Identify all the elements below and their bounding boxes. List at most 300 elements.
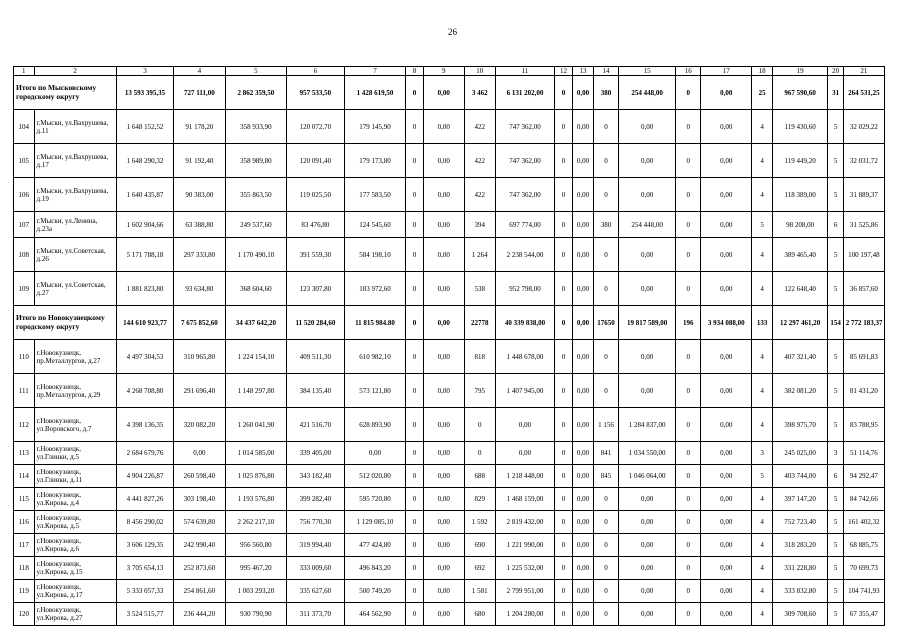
- table-cell: 0,00: [618, 488, 676, 511]
- table-cell: 0,00: [572, 511, 594, 534]
- table-cell: 3 705 654,13: [116, 557, 174, 580]
- table-cell: 2 684 679,76: [116, 442, 174, 465]
- table-cell: 389 465,40: [772, 238, 827, 272]
- table-cell: 0: [555, 272, 572, 306]
- table-cell: 0: [406, 465, 423, 488]
- table-cell: 0: [555, 144, 572, 178]
- table-cell: 36 857,60: [843, 272, 884, 306]
- table-cell: 297 333,80: [174, 238, 225, 272]
- header-cell: 2: [34, 67, 116, 76]
- table-cell: 0,00: [423, 488, 464, 511]
- table-cell: 0: [406, 76, 423, 110]
- table-total-row: [14, 306, 885, 340]
- table-cell: 957 533,50: [287, 76, 345, 110]
- table-cell: 0: [555, 465, 572, 488]
- row-number-cell: 105: [14, 144, 35, 178]
- table-cell: 394: [464, 212, 495, 238]
- table-cell: 0: [406, 442, 423, 465]
- table-cell: 242 990,40: [174, 534, 225, 557]
- table-cell: 0: [555, 511, 572, 534]
- table-cell: 0: [676, 511, 701, 534]
- table-row: [14, 340, 885, 374]
- table-cell: 500 749,20: [344, 580, 406, 603]
- address-cell: г.Новокузнецк, пр.Металлургов, д.27: [34, 340, 116, 374]
- table-cell: 119 449,20: [772, 144, 827, 178]
- table-cell: 0,00: [423, 144, 464, 178]
- table-cell: 0: [464, 442, 495, 465]
- table-cell: 0,00: [618, 557, 676, 580]
- table-cell: 122 648,40: [772, 272, 827, 306]
- table-cell: 0: [676, 340, 701, 374]
- address-cell: г.Новокузнецк, ул.Глинки, д.5: [34, 442, 116, 465]
- table-cell: 1 648 152,52: [116, 110, 174, 144]
- table-cell: 0: [676, 76, 701, 110]
- table-cell: 403 744,00: [772, 465, 827, 488]
- table-cell: 4: [752, 580, 773, 603]
- table-cell: 303 198,40: [174, 488, 225, 511]
- table-cell: 4 497 304,53: [116, 340, 174, 374]
- table-cell: 0: [594, 603, 619, 626]
- table-cell: 956 560,80: [225, 534, 287, 557]
- table-cell: 67 355,47: [843, 603, 884, 626]
- table-cell: 407 321,40: [772, 340, 827, 374]
- table-cell: 4: [752, 534, 773, 557]
- row-number-cell: 104: [14, 110, 35, 144]
- table-cell: 0,00: [572, 110, 594, 144]
- table-row: [14, 580, 885, 603]
- row-number-cell: 113: [14, 442, 35, 465]
- table-cell: 0,00: [572, 272, 594, 306]
- header-cell: 18: [752, 67, 773, 76]
- table-cell: 4 904 226,87: [116, 465, 174, 488]
- table-cell: 0: [406, 144, 423, 178]
- table-row: [14, 144, 885, 178]
- table-cell: 1 156: [594, 408, 619, 442]
- table-cell: 0,00: [572, 534, 594, 557]
- table-cell: 841: [594, 442, 619, 465]
- table-cell: 496 843,20: [344, 557, 406, 580]
- table-cell: 0,00: [423, 340, 464, 374]
- table-cell: 309 708,60: [772, 603, 827, 626]
- table-cell: 0: [594, 340, 619, 374]
- table-cell: 1 407 945,00: [495, 374, 555, 408]
- table-cell: 628 893,90: [344, 408, 406, 442]
- table-cell: 119 430,60: [772, 110, 827, 144]
- table-cell: 0: [555, 442, 572, 465]
- table-cell: 6 131 202,00: [495, 76, 555, 110]
- table-cell: 254 448,00: [618, 212, 676, 238]
- table-cell: 0,00: [618, 374, 676, 408]
- table-row: [14, 178, 885, 212]
- row-number-cell: 120: [14, 603, 35, 626]
- table-cell: 40 339 838,00: [495, 306, 555, 340]
- table-cell: 0,00: [174, 442, 225, 465]
- header-cell: 16: [676, 67, 701, 76]
- table-cell: 0: [594, 557, 619, 580]
- table-row: [14, 603, 885, 626]
- table-cell: 0: [676, 465, 701, 488]
- table-cell: 0,00: [701, 465, 752, 488]
- table-cell: 0,00: [423, 534, 464, 557]
- table-cell: 252 873,60: [174, 557, 225, 580]
- table-cell: 4: [752, 511, 773, 534]
- table-cell: 1 640 435,87: [116, 178, 174, 212]
- table-cell: 70 699,73: [843, 557, 884, 580]
- table-row: [14, 534, 885, 557]
- table-cell: 5: [828, 580, 843, 603]
- table-cell: 2 238 544,00: [495, 238, 555, 272]
- header-cell: 21: [843, 67, 884, 76]
- row-number-cell: 118: [14, 557, 35, 580]
- table-cell: 343 182,40: [287, 465, 345, 488]
- table-cell: 264 531,25: [843, 76, 884, 110]
- table-cell: 4: [752, 488, 773, 511]
- table-cell: 0,00: [618, 580, 676, 603]
- address-cell: г.Новокузнецк, ул.Кирова, д.27: [34, 603, 116, 626]
- table-cell: 1 218 448,00: [495, 465, 555, 488]
- address-cell: г.Мыски, ул.Ленина, д.23а: [34, 212, 116, 238]
- table-cell: 4 268 708,80: [116, 374, 174, 408]
- table-cell: 249 537,60: [225, 212, 287, 238]
- table-cell: 1 225 532,00: [495, 557, 555, 580]
- table-cell: 1 448 678,00: [495, 340, 555, 374]
- table-cell: 0: [406, 340, 423, 374]
- table-cell: 464 562,90: [344, 603, 406, 626]
- table-cell: 3 606 129,35: [116, 534, 174, 557]
- table-cell: 0: [555, 557, 572, 580]
- row-number-cell: 115: [14, 488, 35, 511]
- table-cell: 0,00: [701, 374, 752, 408]
- table-cell: 183 972,60: [344, 272, 406, 306]
- table-cell: 0: [555, 76, 572, 110]
- table-cell: 81 431,20: [843, 374, 884, 408]
- table-cell: 829: [464, 488, 495, 511]
- header-cell: 19: [772, 67, 827, 76]
- table-cell: 0,00: [423, 580, 464, 603]
- table-cell: 254 448,00: [618, 76, 676, 110]
- table-cell: 409 511,30: [287, 340, 345, 374]
- row-number-cell: 112: [14, 408, 35, 442]
- header-cell: 17: [701, 67, 752, 76]
- table-cell: 1 193 576,80: [225, 488, 287, 511]
- table-cell: 1 034 550,00: [618, 442, 676, 465]
- table-cell: 0,00: [572, 465, 594, 488]
- table-cell: 22778: [464, 306, 495, 340]
- table-cell: 0: [594, 534, 619, 557]
- table-cell: 398 975,70: [772, 408, 827, 442]
- table-cell: 5: [752, 212, 773, 238]
- table-cell: 0,00: [572, 340, 594, 374]
- table-cell: 0,00: [701, 144, 752, 178]
- table-cell: 31 889,37: [843, 178, 884, 212]
- table-cell: 0: [594, 238, 619, 272]
- table-cell: 0: [464, 408, 495, 442]
- header-cell: 15: [618, 67, 676, 76]
- table-cell: 0,00: [618, 272, 676, 306]
- table-cell: 5: [828, 272, 843, 306]
- table-cell: 12 297 461,20: [772, 306, 827, 340]
- table-cell: 756 770,30: [287, 511, 345, 534]
- table-row: [14, 442, 885, 465]
- table-cell: 0,00: [423, 238, 464, 272]
- table-cell: 0: [555, 178, 572, 212]
- table-cell: 0,00: [701, 110, 752, 144]
- table-cell: 574 639,80: [174, 511, 225, 534]
- table-cell: 584 198,10: [344, 238, 406, 272]
- table-cell: 0,00: [572, 603, 594, 626]
- table-cell: 1 025 876,80: [225, 465, 287, 488]
- total-title-cell: Итого по Новокузнецкому городскому округу: [14, 306, 117, 340]
- table-cell: 0,00: [423, 306, 464, 340]
- table-cell: 0,00: [701, 442, 752, 465]
- table-cell: 0: [676, 144, 701, 178]
- table-cell: 0,00: [701, 238, 752, 272]
- table-cell: 0: [594, 488, 619, 511]
- table-cell: 19 817 589,00: [618, 306, 676, 340]
- table-cell: 380: [594, 76, 619, 110]
- table-cell: 51 114,76: [843, 442, 884, 465]
- table-cell: 0,00: [572, 408, 594, 442]
- header-cell: 3: [116, 67, 174, 76]
- table-cell: 0,00: [701, 76, 752, 110]
- table-cell: 8 456 290,02: [116, 511, 174, 534]
- table-cell: 391 559,30: [287, 238, 345, 272]
- table-cell: 13 593 395,35: [116, 76, 174, 110]
- table-cell: 85 691,83: [843, 340, 884, 374]
- table-cell: 5 171 788,18: [116, 238, 174, 272]
- table-cell: 0: [406, 306, 423, 340]
- table-cell: 91 192,40: [174, 144, 225, 178]
- header-cell: 14: [594, 67, 619, 76]
- table-cell: 422: [464, 144, 495, 178]
- table-cell: 311 373,70: [287, 603, 345, 626]
- table-cell: 31: [828, 76, 843, 110]
- table-cell: 2 262 217,10: [225, 511, 287, 534]
- table-cell: 697 774,00: [495, 212, 555, 238]
- table-cell: 17650: [594, 306, 619, 340]
- row-number-cell: 110: [14, 340, 35, 374]
- table-cell: 4: [752, 144, 773, 178]
- table-cell: 0,00: [618, 110, 676, 144]
- table-row: [14, 511, 885, 534]
- table-cell: 0: [676, 212, 701, 238]
- table-cell: 1 148 297,80: [225, 374, 287, 408]
- header-cell: 4: [174, 67, 225, 76]
- table-row: [14, 557, 885, 580]
- table-cell: 2 772 183,37: [843, 306, 884, 340]
- table-cell: 0,00: [423, 178, 464, 212]
- table-cell: 358 933,90: [225, 110, 287, 144]
- table-cell: 0,00: [618, 144, 676, 178]
- row-number-cell: 114: [14, 465, 35, 488]
- table-cell: 84 742,66: [843, 488, 884, 511]
- table-cell: 3: [752, 442, 773, 465]
- header-cell: 8: [406, 67, 423, 76]
- table-cell: 0,00: [618, 238, 676, 272]
- table-cell: 355 863,50: [225, 178, 287, 212]
- table-cell: 0,00: [572, 212, 594, 238]
- table-cell: 0: [555, 306, 572, 340]
- table-cell: 0: [676, 178, 701, 212]
- table-cell: 380: [594, 212, 619, 238]
- table-cell: 3 934 088,00: [701, 306, 752, 340]
- table-cell: 1 428 619,50: [344, 76, 406, 110]
- table-row: [14, 374, 885, 408]
- table-cell: 1 014 585,00: [225, 442, 287, 465]
- table-cell: 118 389,00: [772, 178, 827, 212]
- table-cell: 0,00: [701, 511, 752, 534]
- data-table: [13, 66, 885, 626]
- table-cell: 688: [464, 465, 495, 488]
- table-cell: 0: [594, 511, 619, 534]
- table-cell: 0,00: [701, 603, 752, 626]
- table-cell: 177 583,50: [344, 178, 406, 212]
- table-cell: 0: [406, 272, 423, 306]
- address-cell: г.Мыски, ул.Вахрушева, д.19: [34, 178, 116, 212]
- table-cell: 0: [406, 488, 423, 511]
- table-cell: 1 224 154,10: [225, 340, 287, 374]
- table-cell: 83 476,80: [287, 212, 345, 238]
- table-cell: 4 441 827,26: [116, 488, 174, 511]
- table-cell: 0,00: [423, 272, 464, 306]
- header-cell: 7: [344, 67, 406, 76]
- table-cell: 0: [594, 110, 619, 144]
- table-cell: 0: [406, 178, 423, 212]
- table-cell: 0: [594, 272, 619, 306]
- table-cell: 1 602 904,66: [116, 212, 174, 238]
- table-cell: 0: [676, 534, 701, 557]
- table-cell: 0,00: [423, 465, 464, 488]
- table-cell: 0: [406, 534, 423, 557]
- header-cell: 13: [572, 67, 594, 76]
- table-cell: 1 592: [464, 511, 495, 534]
- table-cell: 0,00: [495, 408, 555, 442]
- table-cell: 0,00: [572, 488, 594, 511]
- table-cell: 0: [406, 110, 423, 144]
- table-cell: 0: [406, 557, 423, 580]
- table-cell: 690: [464, 534, 495, 557]
- row-number-cell: 106: [14, 178, 35, 212]
- table-cell: 83 788,95: [843, 408, 884, 442]
- table-cell: 0: [555, 238, 572, 272]
- table-cell: 4: [752, 557, 773, 580]
- table-cell: 0: [406, 511, 423, 534]
- table-cell: 845: [594, 465, 619, 488]
- table-cell: 538: [464, 272, 495, 306]
- table-cell: 98 208,00: [772, 212, 827, 238]
- table-cell: 5: [828, 557, 843, 580]
- table-cell: 1 260 041,90: [225, 408, 287, 442]
- table-cell: 747 362,00: [495, 110, 555, 144]
- table-cell: 161 402,32: [843, 511, 884, 534]
- table-cell: 795: [464, 374, 495, 408]
- table-cell: 236 444,20: [174, 603, 225, 626]
- table-cell: 752 723,40: [772, 511, 827, 534]
- table-cell: 5: [828, 408, 843, 442]
- table-row: [14, 272, 885, 306]
- table-cell: 0: [594, 374, 619, 408]
- table-cell: 399 282,40: [287, 488, 345, 511]
- table-cell: 0: [676, 408, 701, 442]
- table-cell: 573 121,80: [344, 374, 406, 408]
- table-cell: 2 819 432,00: [495, 511, 555, 534]
- table-cell: 1 221 990,00: [495, 534, 555, 557]
- table-cell: 7 675 852,60: [174, 306, 225, 340]
- table-cell: 2 799 951,00: [495, 580, 555, 603]
- address-cell: г.Мыски, ул.Советская, д.27: [34, 272, 116, 306]
- table-cell: 179 145,90: [344, 110, 406, 144]
- table-cell: 123 307,80: [287, 272, 345, 306]
- table-cell: 4 398 136,35: [116, 408, 174, 442]
- table-cell: 1 046 064,00: [618, 465, 676, 488]
- table-cell: 104 741,93: [843, 580, 884, 603]
- table-cell: 0,00: [701, 272, 752, 306]
- table-cell: 3: [828, 442, 843, 465]
- row-number-cell: 116: [14, 511, 35, 534]
- table-cell: 4: [752, 110, 773, 144]
- address-cell: г.Мыски, ул.Вахрушева, д.17: [34, 144, 116, 178]
- table-cell: 318 283,20: [772, 534, 827, 557]
- row-number-cell: 107: [14, 212, 35, 238]
- table-cell: 94 292,47: [843, 465, 884, 488]
- table-cell: 0: [594, 178, 619, 212]
- table-cell: 512 020,80: [344, 465, 406, 488]
- table-cell: 120 072,70: [287, 110, 345, 144]
- table-cell: 477 424,80: [344, 534, 406, 557]
- address-cell: г.Новокузнецк, ул.Кирова, д.15: [34, 557, 116, 580]
- table-cell: 4: [752, 408, 773, 442]
- table-cell: 1 468 159,00: [495, 488, 555, 511]
- table-cell: 339 405,00: [287, 442, 345, 465]
- table-cell: 0,00: [572, 76, 594, 110]
- table-cell: 11 815 984.80: [344, 306, 406, 340]
- table-cell: 610 982,10: [344, 340, 406, 374]
- table-cell: 0,00: [701, 557, 752, 580]
- table-cell: 68 885,75: [843, 534, 884, 557]
- table-cell: 0,00: [423, 557, 464, 580]
- table-cell: 0,00: [701, 340, 752, 374]
- table-cell: 0: [676, 557, 701, 580]
- table-cell: 5 333 057,33: [116, 580, 174, 603]
- header-cell: 9: [423, 67, 464, 76]
- table-cell: 0: [406, 408, 423, 442]
- table-cell: 5: [828, 511, 843, 534]
- table-cell: 0,00: [423, 511, 464, 534]
- table-cell: 5: [828, 603, 843, 626]
- row-number-cell: 119: [14, 580, 35, 603]
- table-cell: 196: [676, 306, 701, 340]
- header-cell: 20: [828, 67, 843, 76]
- address-cell: г.Новокузнецк, ул.Кирова, д.4: [34, 488, 116, 511]
- table-cell: 5: [828, 534, 843, 557]
- table-cell: 692: [464, 557, 495, 580]
- table-cell: 0,00: [618, 340, 676, 374]
- table-cell: 0: [406, 580, 423, 603]
- table-cell: 421 516,70: [287, 408, 345, 442]
- table-cell: 368 604,60: [225, 272, 287, 306]
- header-cell: 10: [464, 67, 495, 76]
- table-cell: 995 467,20: [225, 557, 287, 580]
- table-cell: 5: [828, 374, 843, 408]
- table-cell: 5: [828, 110, 843, 144]
- table-cell: 0: [676, 374, 701, 408]
- table-cell: 1 581: [464, 580, 495, 603]
- table-cell: 254 861,60: [174, 580, 225, 603]
- table-cell: 0,00: [423, 442, 464, 465]
- table-cell: 1 264: [464, 238, 495, 272]
- table-cell: 4: [752, 340, 773, 374]
- table-cell: 124 545,60: [344, 212, 406, 238]
